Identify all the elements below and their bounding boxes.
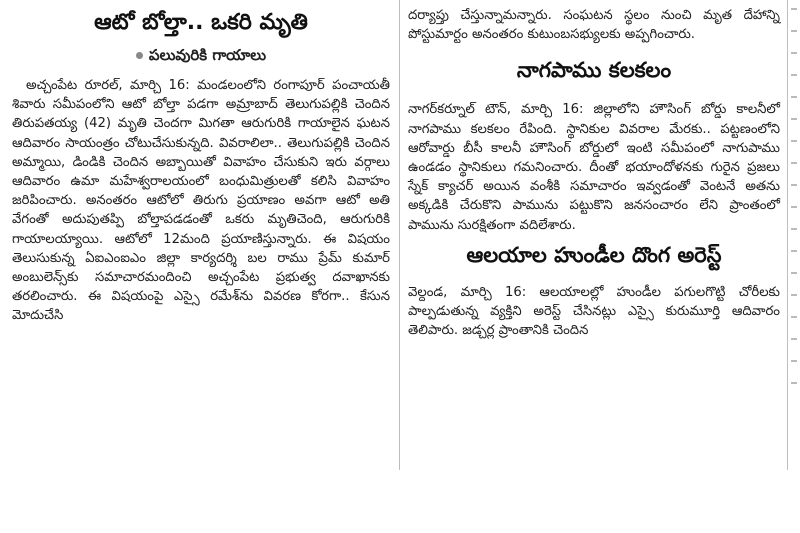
article-body-auto-accident <box>12 76 390 326</box>
article-subheadline <box>12 46 390 68</box>
column-divider-left <box>399 0 400 470</box>
bullet-icon <box>136 52 143 59</box>
subheadline-text: పలువురికి గాయాలు <box>148 46 267 64</box>
article-headline-temple-thief: ఆలయాల హుండీల దొంగ అరెస్ట్ <box>466 242 722 267</box>
article-body-cobra: నాగర్‌కర్నూల్ టౌన్, మార్చి 16: జిల్లాలోని హౌసింగ్ బోర్డు కాలనీలో నాగపాము కలకలం రేపింది. స్థానికుల వివరాల మేరకు.. పట్టణంలోని ఆరోవార్డు బీసీ కాలనీ హౌసింగ్ బోర్డులో ఇంటి సమీపంలో నాగుపాము ఉండడం స్థానికులు గమనించారు. దీంతో భయాందోళనకు గురైన ప్రజలు స్నేక్ క్యాచర్ అయిన వంశీకి సమాచారం ఇవ్వడంతో వెంటనే అతను అక్కడికి చేరుకొని పామును పట్టుకొని జనసంచారం లేని ప్రాంతంలో పామును సురక్షితంగా వదిలేశారు. <box>408 102 780 233</box>
column-divider-right <box>787 0 788 470</box>
middle-column <box>408 0 780 340</box>
article-headline-cobra: నాగపాము కలకలం <box>516 58 672 83</box>
article-body-temple-thief: వెల్దండ, మార్చి 16: ఆలయాలల్లో హుండీల పగులగొట్టి చోరీలకు పాల్పడుతున్న వ్యక్తిని అరెస్ట్ చేసినట్లు ఎస్సై కురుమూర్తి ఆదివారం తెలిపారు. జడ్చర్ల ప్రాంతానికి చెందిన <box>408 284 780 339</box>
next-column-edge <box>791 8 799 468</box>
left-column <box>12 0 390 326</box>
article-headline-auto-accident: ఆటో బోల్తా.. ఒకరి మృతి <box>94 10 308 35</box>
article-continuation: దర్యాప్తు చేస్తున్నామన్నారు. సంఘటన స్థలం నుంచి మృత దేహాన్ని పోస్టుమార్టం అనంతరం కుటుంబసభ్యులకు అప్పగించారు. <box>408 8 780 43</box>
article-body-text: అచ్చంపేట రూరల్, మార్చి 16: మండలంలోని రంగాపూర్ పంచాయతీ శివారు సమీపంలోని ఆటో బోల్తా పడగా అమ్రాబాద్ తెలుగుపల్లికి చెందిన తిరుపతయ్య (42) మృతి చెందగా మిగతా ఆరుగురికి గాయాలైన ఘటన ఆదివారం సాయంత్రం చోటుచేసుకున్నది. వివరాలిలా.. తెలుగుపల్లికి చెందిన అమ్మాయి, డిండికి చెందిన అబ్బాయితో వివాహం చేసుకుని ఇరు వర్గాలు ఆదివారం ఉమా మహేశ్వరాలయంలో బంధుమిత్రులతో కలిసి వివాహం జరిపించారు. అనంతరం ఆటోలో తిరుగు ప్రయాణం అవగా ఆటో అతి వేగంతో అదుపుతప్పి బోల్తాపడడంతో ఒకరు మృతిచెంది, ఆరుగురికి గాయాలయ్యాయి. ఆటోలో 12మంది ప్రయాణిస్తున్నారు. ఈ విషయం తెలుసుకున్న ఏఐఎంఐఎం జిల్లా కార్యదర్శి బల రాము ప్రేమ్ కుమార్ అంబులెన్స్‌కు సమాచారమందించి అచ్చంపేట ప్రభుత్వ దవాఖానకు తరలించారు. ఈ విషయంపై ఎస్సై రమేశ్‌ను వివరణ కోరగా.. కేసున మోదుచేసి <box>12 78 390 324</box>
